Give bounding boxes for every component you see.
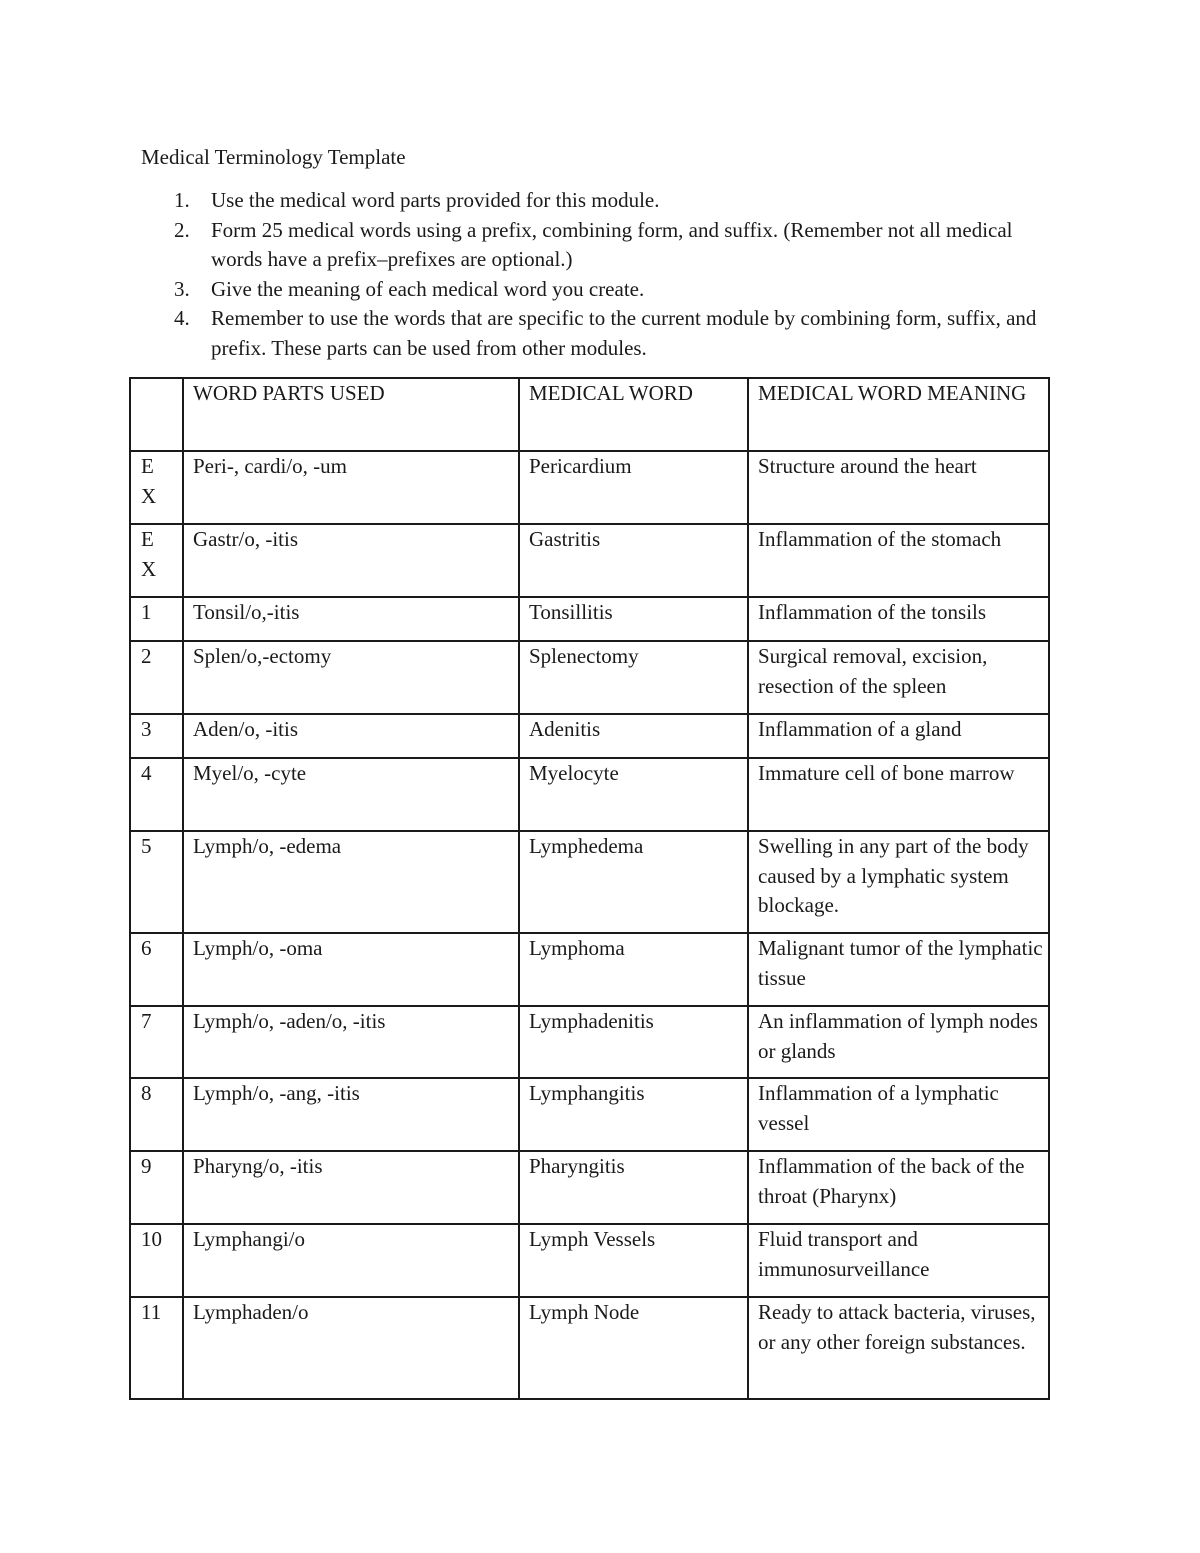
medical-word-cell: Lymph Node <box>519 1297 748 1399</box>
medical-word-cell: Pericardium <box>519 451 748 524</box>
table-header-row <box>130 378 1049 451</box>
table-row <box>130 597 1049 641</box>
row-index-cell: 10 <box>130 1224 183 1297</box>
meaning-cell: Inflammation of a lymphatic vessel <box>748 1078 1049 1151</box>
instruction-text: Use the medical word parts provided for this module. <box>211 188 660 212</box>
medical-word-cell: Adenitis <box>519 714 748 758</box>
row-index-cell: EX <box>130 451 183 524</box>
table-row <box>130 451 1049 524</box>
row-index-cell: 9 <box>130 1151 183 1224</box>
meaning-cell: Inflammation of the back of the throat (Pharynx) <box>748 1151 1049 1224</box>
meaning-cell: Inflammation of the stomach <box>748 524 1049 597</box>
row-index-cell: 3 <box>130 714 183 758</box>
row-index-cell: 6 <box>130 933 183 1006</box>
medical-word-cell: Pharyngitis <box>519 1151 748 1224</box>
meaning-cell: Inflammation of the tonsils <box>748 597 1049 641</box>
header-cell-word-parts: WORD PARTS USED <box>183 378 519 451</box>
table-row <box>130 758 1049 831</box>
row-index-cell: 5 <box>130 831 183 933</box>
instruction-text: Give the meaning of each medical word you create. <box>211 276 645 301</box>
word-parts-cell: Myel/o, -cyte <box>183 758 519 831</box>
instruction-number: 1. <box>174 188 190 212</box>
header-cell-meaning: MEDICAL WORD MEANING <box>748 378 1049 451</box>
instruction-text: Form 25 medical words using a prefix, combining form, and suffix. (Remember not all medical words have a prefix–prefixes are optional.) <box>211 217 1013 271</box>
instruction-number: 4. <box>174 306 190 330</box>
row-index-cell: 4 <box>130 758 183 831</box>
word-parts-cell: Pharyng/o, -itis <box>183 1151 519 1224</box>
word-parts-cell: Lymphangi/o <box>183 1224 519 1297</box>
document-title: Medical Terminology Template <box>141 145 406 169</box>
meaning-cell: Swelling in any part of the body caused by a lymphatic system blockage. <box>748 831 1049 933</box>
instruction-item <box>141 186 1061 216</box>
row-index-cell: 7 <box>130 1006 183 1078</box>
table-row <box>130 1224 1049 1297</box>
row-index-cell: EX <box>130 524 183 597</box>
instructions-list <box>141 186 1061 363</box>
table-row <box>130 933 1049 1006</box>
word-parts-cell: Peri-, cardi/o, -um <box>183 451 519 524</box>
row-index-cell: 1 <box>130 597 183 641</box>
row-index-cell: 8 <box>130 1078 183 1151</box>
table-row <box>130 831 1049 933</box>
meaning-cell: Inflammation of a gland <box>748 714 1049 758</box>
meaning-cell: Malignant tumor of the lymphatic tissue <box>748 933 1049 1006</box>
meaning-cell: Fluid transport and immunosurveillance <box>748 1224 1049 1297</box>
table-row <box>130 1078 1049 1151</box>
medical-word-cell: Lymph Vessels <box>519 1224 748 1297</box>
meaning-cell: Surgical removal, excision, resection of the spleen <box>748 641 1049 714</box>
table-row <box>130 641 1049 714</box>
word-parts-cell: Lymph/o, -aden/o, -itis <box>183 1006 519 1078</box>
table-row <box>130 1151 1049 1224</box>
medical-word-cell: Lymphadenitis <box>519 1006 748 1078</box>
row-index-cell: 2 <box>130 641 183 714</box>
instruction-number: 3. <box>174 276 190 301</box>
instruction-text: Remember to use the words that are specific to the current module by combining form, suffix, and prefix. These parts can be used from other modules. <box>211 306 1037 360</box>
table-row <box>130 1006 1049 1078</box>
instruction-number: 2. <box>174 217 190 242</box>
meaning-cell: An inflammation of lymph nodes or glands <box>748 1006 1049 1078</box>
medical-word-cell: Splenectomy <box>519 641 748 714</box>
instruction-item <box>141 304 1061 363</box>
word-parts-cell: Gastr/o, -itis <box>183 524 519 597</box>
meaning-cell: Immature cell of bone marrow <box>748 758 1049 831</box>
table-row <box>130 714 1049 758</box>
meaning-cell: Ready to attack bacteria, viruses, or any other foreign substances. <box>748 1297 1049 1399</box>
word-parts-cell: Lymph/o, -edema <box>183 831 519 933</box>
word-parts-cell: Lymph/o, -oma <box>183 933 519 1006</box>
terminology-table <box>129 377 1050 1400</box>
table-row <box>130 1297 1049 1399</box>
instruction-item <box>141 275 1061 305</box>
medical-word-cell: Gastritis <box>519 524 748 597</box>
word-parts-cell: Aden/o, -itis <box>183 714 519 758</box>
word-parts-cell: Splen/o,-ectomy <box>183 641 519 714</box>
medical-word-cell: Lymphangitis <box>519 1078 748 1151</box>
word-parts-cell: Tonsil/o,-itis <box>183 597 519 641</box>
table-row <box>130 524 1049 597</box>
row-index-cell: 11 <box>130 1297 183 1399</box>
word-parts-cell: Lymph/o, -ang, -itis <box>183 1078 519 1151</box>
medical-word-cell: Lymphedema <box>519 831 748 933</box>
medical-word-cell: Tonsillitis <box>519 597 748 641</box>
medical-word-cell: Myelocyte <box>519 758 748 831</box>
instruction-item <box>141 216 1061 275</box>
word-parts-cell: Lymphaden/o <box>183 1297 519 1399</box>
header-cell-index <box>130 378 183 451</box>
header-cell-medical-word: MEDICAL WORD <box>519 378 748 451</box>
medical-word-cell: Lymphoma <box>519 933 748 1006</box>
meaning-cell: Structure around the heart <box>748 451 1049 524</box>
